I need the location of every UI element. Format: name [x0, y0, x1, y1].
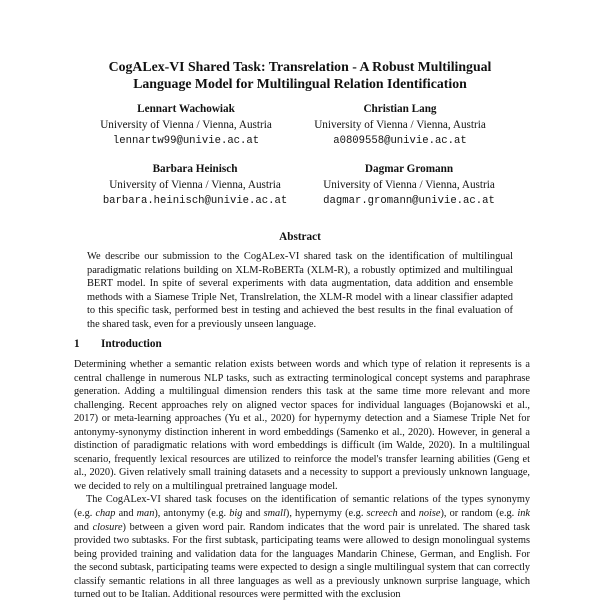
- author-affiliation: University of Vienna / Vienna, Austria: [109, 179, 281, 191]
- abstract-heading: Abstract: [279, 231, 321, 243]
- example-word: ink: [517, 508, 530, 520]
- author-name: Barbara Heinisch: [152, 163, 238, 175]
- abstract-text: We describe our submission to the CogALex-VI shared task on the identification of multilingual paradigmatic relations building on XLM-RoBERTa (XLM-R), a robustly optimized and multilingual BERT model. In spite of several experiments with data augmentation, data addition and ensemble methods with a Siamese Triple Net, Translrelation, the XLM-R model with a linear classifier adapted to this specific task, performed best in testing and achieved the best results in the final evaluation of the shared task, even for a previously unseen language.: [87, 251, 513, 330]
- text-run: and: [397, 508, 419, 520]
- example-word: closure: [92, 521, 123, 533]
- author-name: Christian Lang: [363, 103, 437, 115]
- introduction-body: [74, 358, 530, 602]
- section-title: Introduction: [101, 338, 162, 350]
- section-number: 1: [74, 338, 80, 350]
- text-run: ) between a given word pair. Random indicates that the word pair is unrelated. The shared task provided two subtasks. For the first subtask, participating teams were allowed to design monolingual systems being provided training and validation data for the languages Mandarin Chinese, German, and English. For the second subtask, participating teams were expected to design a single multilingual system that can correctly classify semantic relations in all three languages as well as a previously unknown surprise language, which turned out to be Italian. Additional resources were permitted with the exclusion: [74, 521, 530, 601]
- paper-title: [40, 58, 560, 92]
- author-email[interactable]: dagmar.gromann@univie.ac.at: [323, 195, 495, 207]
- paragraph-1: Determining whether a semantic relation exists between words and which type of relation it represents is a central challenge in numerous NLP tasks, such as extracting terminological concept systems and paraphrase generation. Adding a multilingual dimension renders this task at the same time more relevant and more challenging. Recent approaches rely on aligned vector spaces for individual languages (Bojanowski et al., 2017) or meta-learning approaches (Yu et al., 2020) for hypernymy detection and a Siamese Triple Net for antonymy-synonymy distinction inherent in word embeddings (Samenko et al., 2020). However, in general a distinction of paradigmatic relations with word embeddings is difficult (im Walde, 2020). In a multilingual scenario, frequently lexical resources are utilized to reinforce the model's transfer learning abilities (Geng et al., 2020). Given relatively small training datasets and a necessity to support a previously unknown language, we decided to rely on a multilingual pretrained language model.: [74, 359, 530, 492]
- text-run: The CogALex-VI shared task focuses on the identification of semantic relations of the types synonymy (e.g.: [74, 494, 530, 520]
- text-run: ), hypernymy (e.g.: [285, 508, 367, 520]
- text-run: and: [242, 508, 264, 520]
- example-word: small: [263, 508, 286, 520]
- section-heading: [74, 338, 162, 350]
- author-email[interactable]: barbara.heinisch@univie.ac.at: [102, 195, 288, 207]
- author-email[interactable]: lennartw99@univie.ac.at: [112, 135, 260, 147]
- text-run: and: [74, 521, 93, 533]
- author-block: [90, 161, 300, 209]
- example-word: man: [136, 508, 155, 520]
- author-affiliation: University of Vienna / Vienna, Austria: [323, 179, 495, 191]
- example-word: screech: [366, 508, 398, 520]
- author-affiliation: University of Vienna / Vienna, Austria: [314, 119, 486, 131]
- author-email[interactable]: a0809558@univie.ac.at: [333, 135, 467, 147]
- text-run: ), antonymy (e.g.: [154, 508, 230, 520]
- example-word: chap: [95, 508, 116, 520]
- author-name: Lennart Wachowiak: [137, 103, 235, 115]
- paragraph-2: [74, 493, 530, 601]
- author-block: [304, 161, 514, 209]
- author-affiliation: University of Vienna / Vienna, Austria: [100, 119, 272, 131]
- text-run: ), or random (e.g.: [440, 508, 518, 520]
- author-block: [96, 101, 276, 149]
- author-block: [308, 101, 492, 149]
- author-name: Dagmar Gromann: [364, 163, 454, 175]
- text-run: and: [115, 508, 137, 520]
- title-line-2: Language Model for Multilingual Relation Identification: [133, 76, 467, 91]
- example-word: big: [229, 508, 243, 520]
- example-word: noise: [418, 508, 441, 520]
- title-line-1: CogALex-VI Shared Task: Transrelation - A Robust Multilingual: [108, 59, 492, 74]
